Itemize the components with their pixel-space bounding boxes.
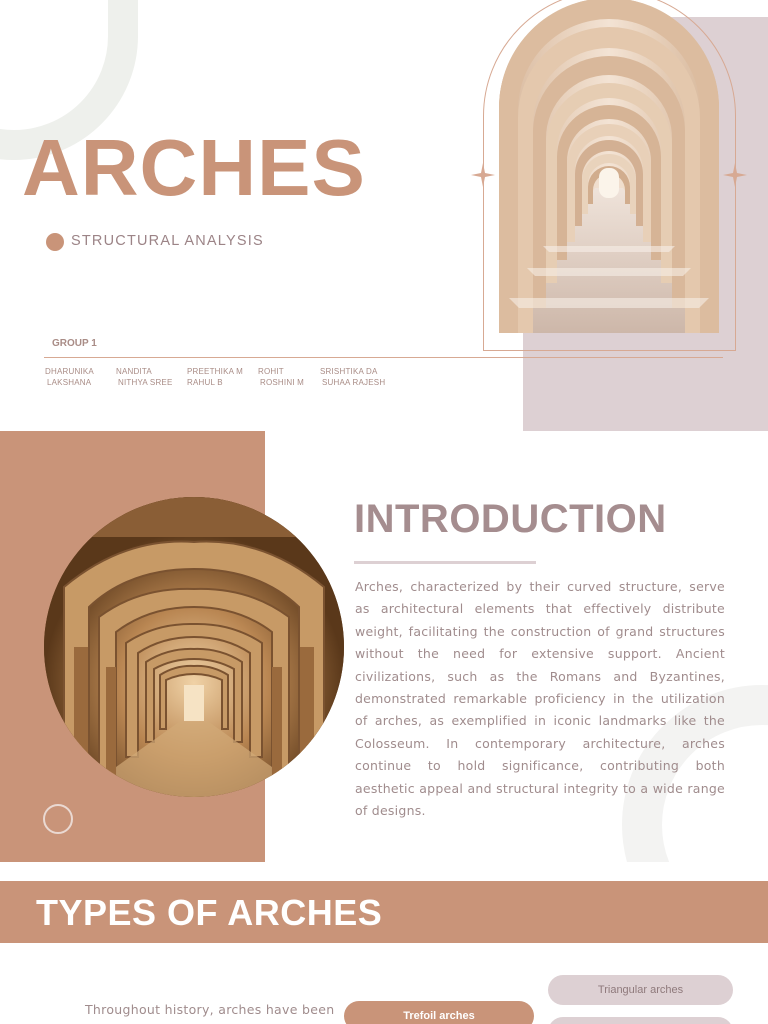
subtitle: STRUCTURAL ANALYSIS	[71, 233, 264, 249]
arch-corridor-photo	[499, 0, 719, 333]
types-slide	[0, 862, 768, 1024]
intro-paragraph: Arches, characterized by their curved structure, serve as architectural elements that effectively distribute weight, facilitating the construction of grand structures without the need for extensive support. Ancient civilizations, such as the Romans and Byzantines, demonstrated remarkable proficiency in the utilization of arches, as exemplified in iconic landmarks like the Colosseum. In contemporary architecture, arches continue to hold significance, contributing both aesthetic appeal and structural integrity to a wide range of designs.	[355, 579, 725, 819]
heading-underline	[354, 561, 536, 564]
page-title: ARCHES	[22, 123, 366, 212]
introduction-slide	[0, 431, 768, 862]
arch-type-pill: Triangular arches	[548, 975, 733, 1005]
sparkle-icon	[723, 163, 747, 187]
arch-colonnade-photo	[44, 497, 344, 797]
arch-type-pill: Trefoil arches	[344, 1001, 534, 1024]
member-name: SRISHTIKA DA	[320, 367, 378, 376]
group-label: GROUP 1	[52, 338, 97, 349]
title-slide	[0, 0, 768, 431]
member-name: NITHYA SREE	[118, 378, 173, 387]
member-name: ROHIT	[258, 367, 284, 376]
member-name: DHARUNIKA	[45, 367, 94, 376]
member-name: ROSHINI M	[260, 378, 305, 387]
divider	[44, 357, 723, 358]
ring-icon	[43, 804, 73, 834]
section-heading: INTRODUCTION	[354, 497, 667, 541]
types-paragraph: Throughout history, arches have been	[85, 1002, 335, 1017]
arch-type-pill	[548, 1017, 733, 1024]
bullet-dot-icon	[46, 233, 64, 251]
member-name: LAKSHANA	[47, 378, 92, 387]
member-name: NANDITA	[116, 367, 152, 376]
member-name: RAHUL B	[187, 378, 223, 387]
member-name: PREETHIKA M	[187, 367, 243, 376]
member-name: SUHAA RAJESH	[322, 378, 386, 387]
sparkle-icon	[471, 163, 495, 187]
section-heading: TYPES OF ARCHES	[36, 892, 383, 933]
